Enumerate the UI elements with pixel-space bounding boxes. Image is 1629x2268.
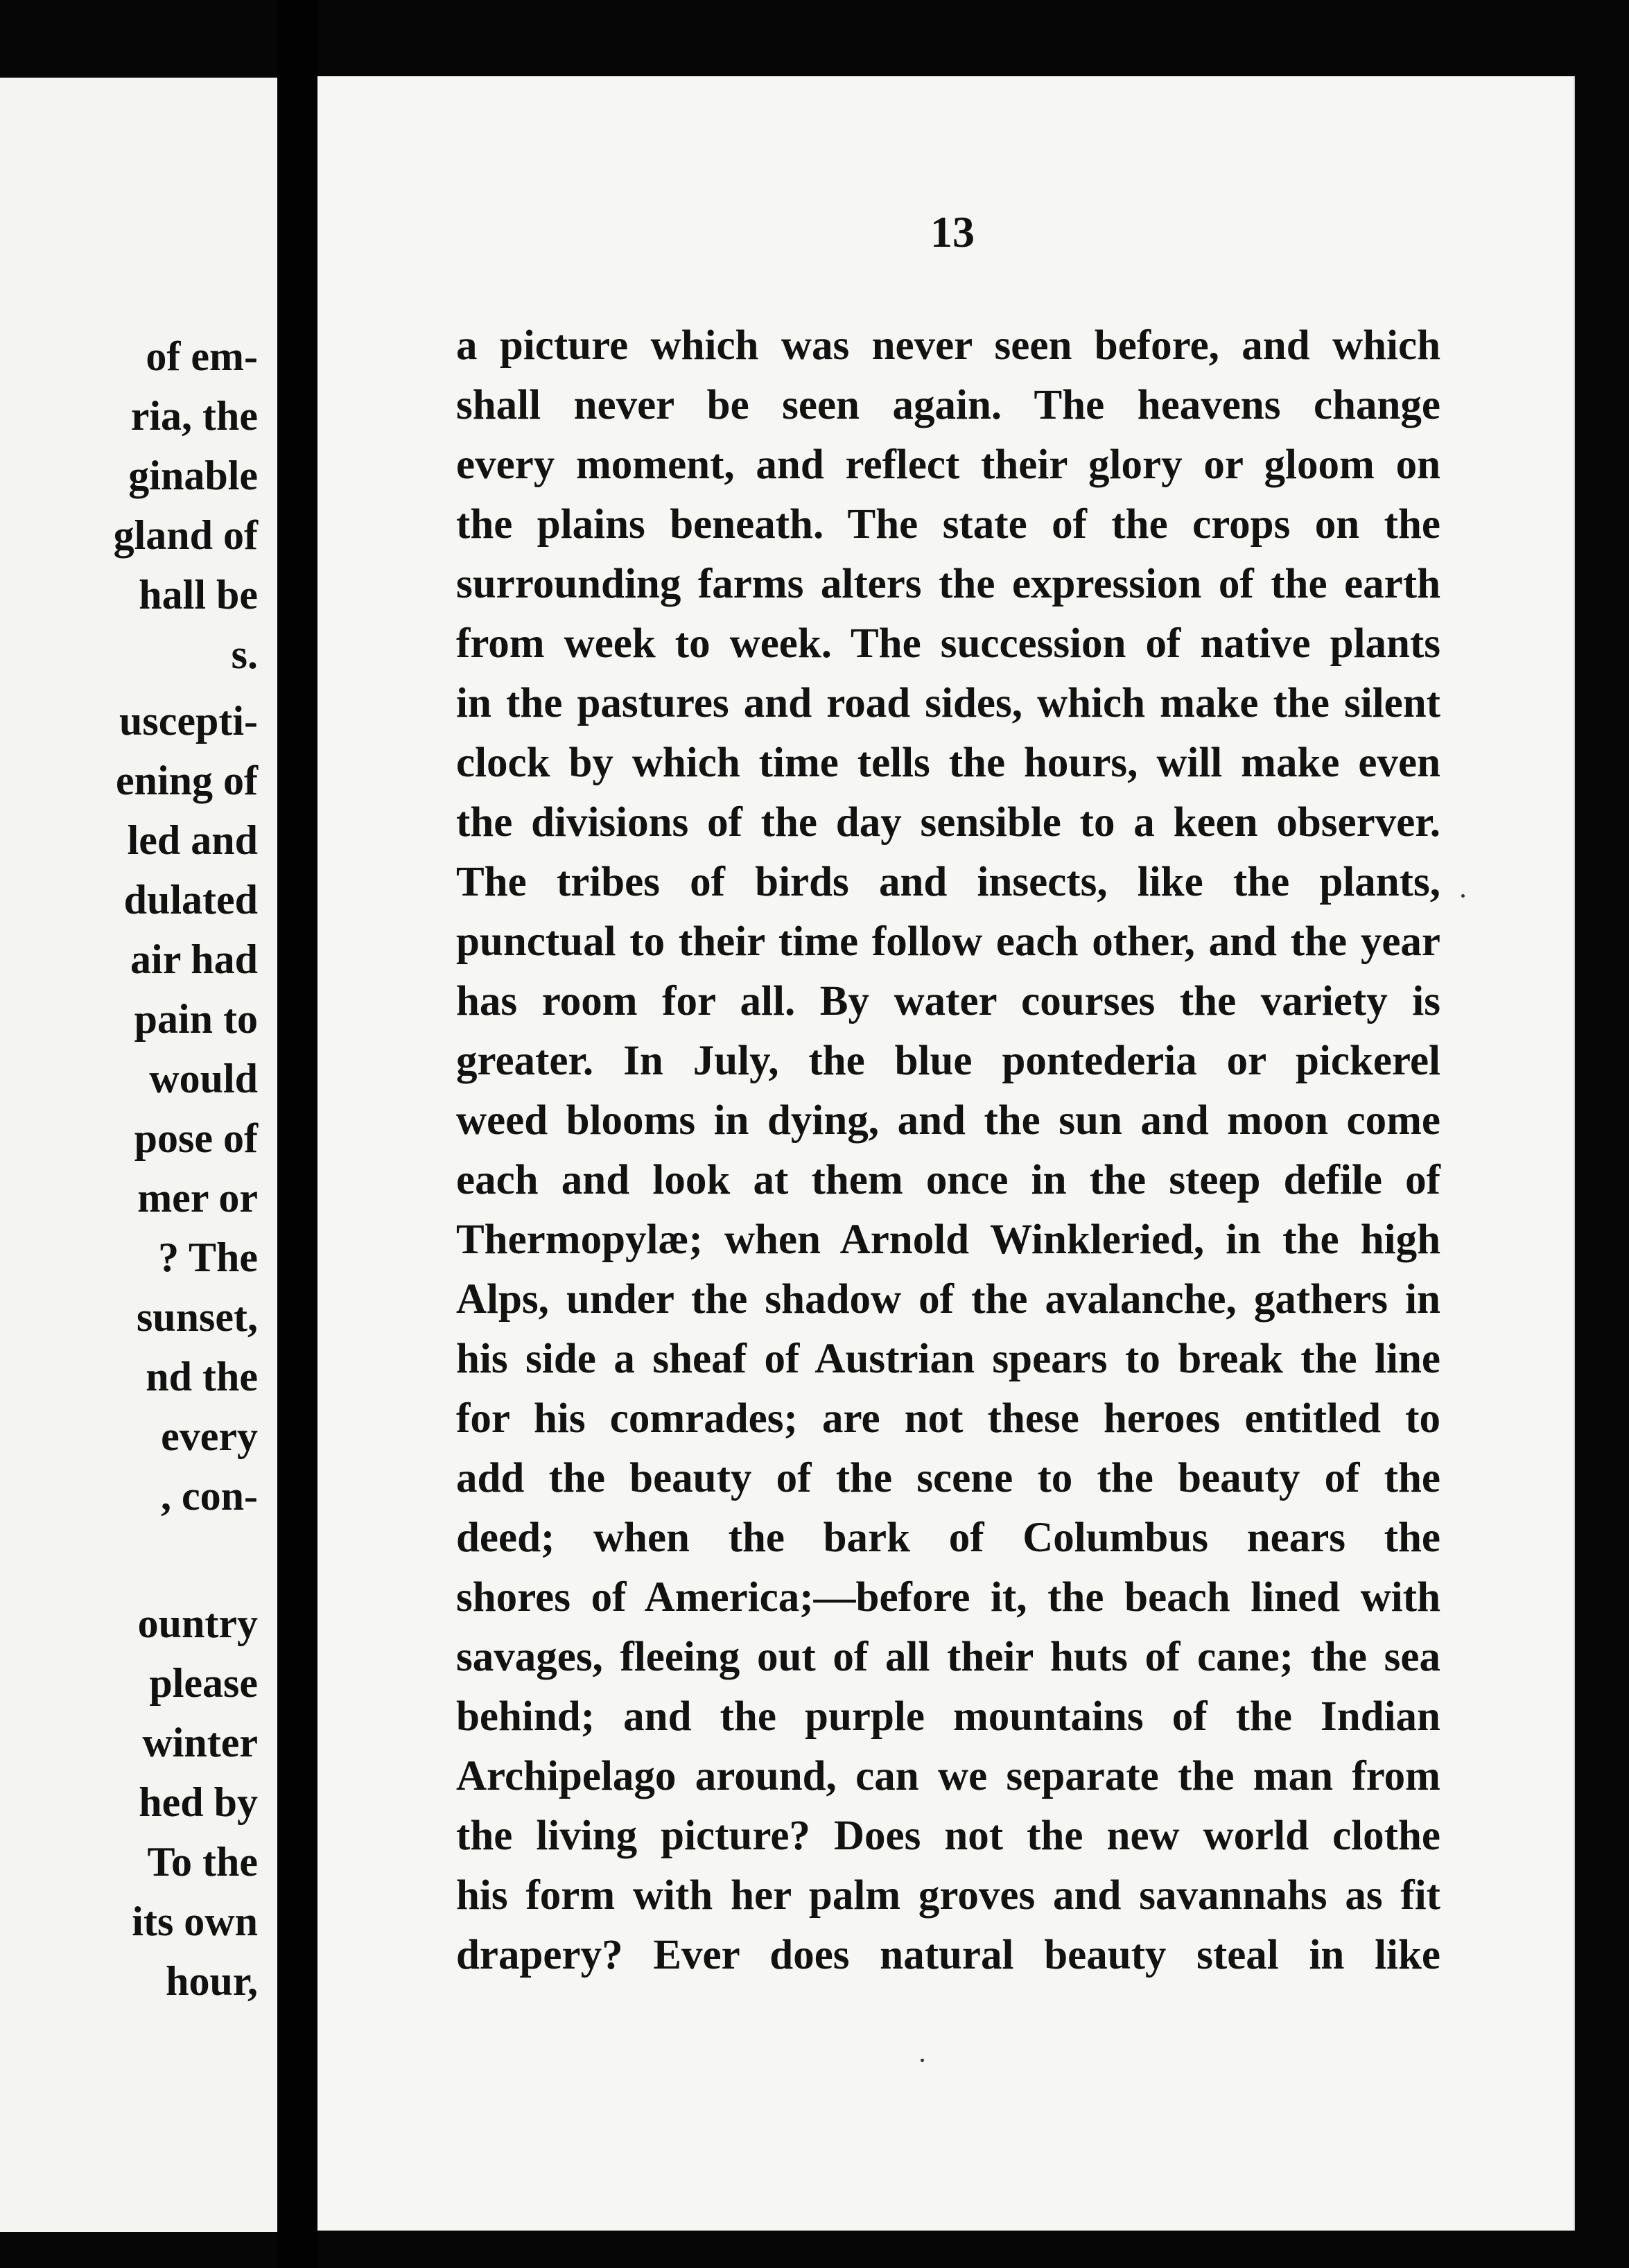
body-text-line: has room for all. By water courses the variety is <box>456 978 1440 1024</box>
left-page-line: ginable <box>128 453 258 498</box>
body-text-line: the divisions of the day sensible to a keen observer. <box>456 799 1440 846</box>
left-page-line: of em- <box>146 333 258 379</box>
body-text-line: in the pastures and road sides, which make the silent <box>456 680 1440 726</box>
body-text-line: weed blooms in dying, and the sun and moon come <box>456 1097 1440 1144</box>
left-page-line: hall be <box>139 572 258 618</box>
body-text-line: the living picture? Does not the new world clothe <box>456 1813 1440 1859</box>
left-page-line: ? The <box>158 1235 258 1280</box>
body-text-line: savages, fleeing out of all their huts of cane; the sea <box>456 1634 1440 1680</box>
right-page <box>317 76 1575 2231</box>
body-text-line: for his comrades; are not these heroes entitled to <box>456 1395 1440 1442</box>
body-text-line: each and look at them once in the steep defile of <box>456 1157 1440 1203</box>
body-text-line: Archipelago around, can we separate the man from <box>456 1753 1440 1799</box>
left-page-line: pain to <box>134 996 258 1042</box>
left-page-line: nd the <box>146 1354 258 1399</box>
body-text-line: shall never be seen again. The heavens change <box>456 382 1440 428</box>
left-page-line: every <box>161 1413 258 1459</box>
body-text-line: deed; when the bark of Columbus nears the <box>456 1515 1440 1561</box>
body-text-line: clock by which time tells the hours, will make even <box>456 740 1440 786</box>
body-text-line: every moment, and reflect their glory or gloom on <box>456 442 1440 488</box>
body-text-line: surrounding farms alters the expression of the earth <box>456 561 1440 607</box>
body-text-line: from week to week. The succession of native plants <box>456 620 1440 667</box>
body-text-line: add the beauty of the scene to the beauty of the <box>456 1455 1440 1501</box>
left-page-line: ountry <box>137 1600 258 1646</box>
body-text-line: shores of America;—before it, the beach lined with <box>456 1574 1440 1621</box>
body-text-line: The tribes of birds and insects, like the plants, <box>456 859 1440 905</box>
left-page-line: sunset, <box>136 1294 258 1340</box>
body-text-line: Alps, under the shadow of the avalanche, gathers in <box>456 1276 1440 1323</box>
left-page-line: pose of <box>134 1115 258 1161</box>
left-page-line: mer or <box>137 1175 258 1221</box>
left-page-line: hour, <box>166 1958 258 2004</box>
paper-speck <box>1461 894 1465 898</box>
page-number: 13 <box>930 207 975 256</box>
left-page-line: To the <box>147 1839 258 1885</box>
body-text-line: drapery? Ever does natural beauty steal in like <box>456 1932 1440 1978</box>
left-page <box>0 78 277 2232</box>
body-text-line: a picture which was never seen before, and which <box>456 322 1440 369</box>
left-page-line: gland of <box>113 512 258 558</box>
body-text-line: Thermopylæ; when Arnold Winkleried, in the high <box>456 1216 1440 1263</box>
body-text-line: behind; and the purple mountains of the Indian <box>456 1693 1440 1740</box>
left-page-line: its own <box>132 1899 258 1944</box>
left-page-line: led and <box>127 817 258 863</box>
body-text-line: greater. In July, the blue pontederia or pickerel <box>456 1038 1440 1084</box>
left-page-line: would <box>149 1056 258 1101</box>
book-gutter <box>277 0 317 2268</box>
left-page-line: ria, the <box>130 393 258 439</box>
left-page-line: ening of <box>115 758 258 803</box>
paper-speck <box>921 2059 924 2062</box>
left-page-line: air had <box>130 936 258 982</box>
left-page-line: hed by <box>139 1779 258 1825</box>
body-text-line: punctual to their time follow each other, and the year <box>456 918 1440 965</box>
left-page-line: , con- <box>161 1473 258 1519</box>
body-text-line: his form with her palm groves and savannahs as fit <box>456 1872 1440 1919</box>
left-page-line: s. <box>231 631 258 677</box>
left-page-line: dulated <box>123 877 258 923</box>
left-page-line: winter <box>142 1720 258 1765</box>
body-text-line: his side a sheaf of Austrian spears to break the line <box>456 1336 1440 1382</box>
left-page-line: please <box>149 1660 258 1706</box>
body-text-line: the plains beneath. The state of the crops on the <box>456 501 1440 548</box>
left-page-line: uscepti- <box>119 698 258 744</box>
